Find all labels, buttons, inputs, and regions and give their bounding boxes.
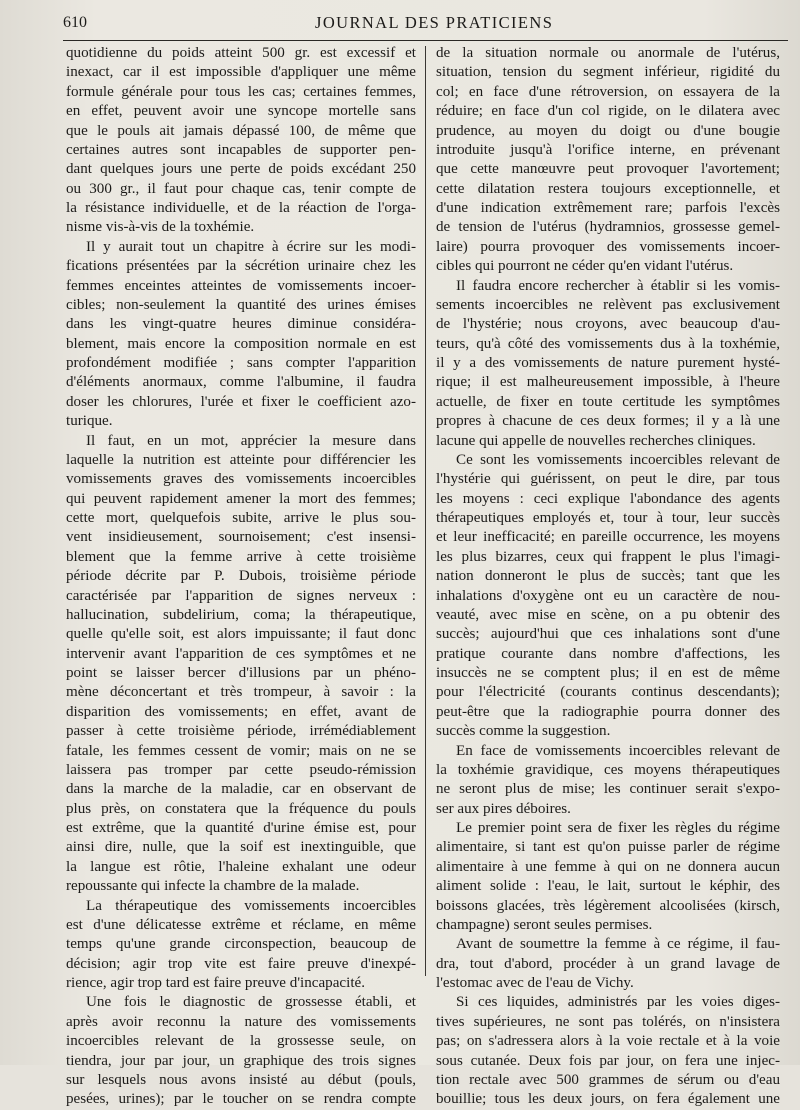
- text-line: tiendra, jour par jour, un graphique des trois signes: [66, 1052, 416, 1069]
- text-line: boissons glacées, très légèrement alcoolisées (kirsch,: [436, 897, 780, 914]
- text-line: après avoir reconnu la nature des vomissements: [66, 1013, 416, 1030]
- text-line: cette dilatation restera toujours exceptionnelle, et: [436, 180, 780, 197]
- text-line: Il faut, en un mot, apprécier la mesure dans: [86, 432, 416, 449]
- text-line: que le pouls ait jamais dépassé 100, de même que: [66, 122, 416, 139]
- text-line: aliment solide : l'eau, le lait, surtout le képhir, des: [436, 878, 780, 895]
- text-line: pratique courante dans nombre d'affections, les: [436, 645, 780, 662]
- text-line: tion rectale avec 500 grammes de sérum ou d'eau: [436, 1071, 780, 1088]
- text-line: ou 300 gr., il faut pour chaque cas, tenir compte de: [66, 180, 416, 197]
- right-column: [436, 44, 780, 1110]
- text-line: dant quelques jours une perte de poids excédant 250: [66, 161, 416, 178]
- text-line: les plus bizarres, ceux qui frappent le plus l'imagi-: [436, 548, 780, 565]
- text-line: succès; aujourd'hui que ces inhalations sont d'une: [436, 626, 780, 643]
- text-line: prudence, au moyen du doigt ou d'une bougie: [436, 122, 780, 139]
- text-line: en effet, peuvent avoir une syncope mortelle sans: [66, 103, 416, 120]
- text-line: ne seront plus de mise; les continuer serait s'expo-: [436, 781, 780, 798]
- text-line: La thérapeutique des vomissements incoercibles: [86, 897, 416, 914]
- text-line: point se laisser bercer d'illusions par un phéno-: [66, 665, 416, 681]
- text-line: nation donneront le plus de succès; tant que les: [436, 568, 780, 585]
- text-line: certaines autres sont incapables de supporter pen-: [66, 141, 416, 158]
- running-title: JOURNAL DES PRATICIENS: [315, 13, 554, 32]
- text-line: fications présentées par la sécrétion urinaire chez les: [66, 258, 416, 275]
- text-line: plus près, on constatera que la fréquence du pouls: [66, 800, 416, 817]
- text-line: Une fois le diagnostic de grossesse établi, et: [86, 994, 416, 1011]
- text-line: hallucination, subdelirium, coma; la thérapeutique,: [66, 606, 416, 623]
- text-line: les moyens : ceci explique l'abondance des agents: [436, 490, 780, 507]
- text-line: succès comme la suggestion.: [436, 723, 611, 740]
- text-line: sur lesquels nous avons insisté au début (pouls,: [66, 1071, 416, 1088]
- text-line: Avant de soumettre la femme à ce régime, il fau-: [456, 936, 780, 953]
- text-line: Ce sont les vomissements incoercibles relevant de: [456, 451, 780, 468]
- text-line: de l'hystérie; nous croyons, avec beaucoup d'au-: [436, 316, 780, 333]
- text-line: pesées, urines); par le toucher on se rendra compte: [66, 1091, 416, 1108]
- text-line: pas; on s'adressera alors à la voie rectale et à la voie: [436, 1033, 780, 1050]
- text-line: alimentaire, si tant est qu'on puisse parler de régime: [436, 839, 780, 856]
- text-line: l'estomac avec de l'eau de Vichy.: [436, 975, 634, 991]
- text-line: est extrême, que la quantité d'urine émise est, pour: [66, 820, 416, 836]
- text-line: turique.: [66, 413, 113, 430]
- text-line: quelle qu'elle soit, est alors impuissante; il faut donc: [66, 626, 416, 643]
- text-line: En face de vomissements incoercibles relevant de: [456, 742, 780, 759]
- text-line: Il y aurait tout un chapitre à écrire sur les modi-: [86, 238, 416, 255]
- text-line: inexact, car il est impossible d'appliquer une même: [66, 64, 416, 81]
- text-line: propres à chacune de ces deux formes; il y a là une: [436, 413, 780, 430]
- text-line: veauté, avec mise en scène, on a pu obtenir des: [436, 606, 780, 623]
- text-line: qui peuvent rapidement amener la mort des femmes;: [66, 490, 416, 507]
- text-line: disparition des vomissements; en effet, avant de: [66, 703, 416, 720]
- text-line: Le premier point sera de fixer les règles du régime: [456, 820, 780, 836]
- text-line: introduite jusqu'à l'orifice interne, en prévenant: [436, 141, 780, 158]
- text-line: décision; agir trop vite est faire preuve d'inexpé-: [66, 955, 416, 972]
- text-line: nisme vis-à-vis de la toxhémie.: [66, 219, 255, 236]
- text-line: blement que la femme arrive à cette troisième: [66, 548, 416, 565]
- text-line: cibles; non-seulement la quantité des urines émises: [66, 296, 416, 313]
- text-line: il y a des vomissements de nature purement hysté-: [436, 355, 780, 371]
- text-line: lacune qui appelle de nouvelles recherches cliniques.: [436, 432, 756, 449]
- text-line: d'une indication extrêmement rare; parfois l'excès: [436, 200, 780, 216]
- text-line: passer à cette troisième période, irrémédiablement: [66, 723, 416, 740]
- text-line: période décrite par P. Dubois, troisième période: [66, 568, 416, 585]
- text-line: dra, tout d'abord, procéder à un grand lavage de: [436, 955, 780, 972]
- text-line: cette mort, quelquefois subite, arrive le plus sou-: [66, 510, 416, 526]
- text-line: blement, mais encore la composition normale en est: [66, 335, 416, 352]
- page-header: [63, 12, 792, 36]
- text-line: intervenir avant l'apparition de ces symptômes et ne: [66, 645, 416, 662]
- text-line: que cette manœuvre peut provoquer l'avortement;: [436, 161, 780, 178]
- text-line: repoussante qui infecte la chambre de la malade.: [66, 878, 360, 895]
- text-line: vomissements graves des vomissements incoercibles: [66, 471, 416, 488]
- text-line: fatale, les femmes cessent de vomir; mais on ne se: [66, 742, 416, 759]
- text-line: formule générale pour tous les cas; certaines femmes,: [66, 83, 416, 100]
- text-line: la toxhémie gravidique, ces moyens thérapeutiques: [436, 761, 780, 778]
- text-line: femmes enceintes atteintes de vomissements incoer-: [66, 277, 416, 294]
- text-line: ser aux pires déboires.: [436, 800, 571, 817]
- text-line: incoercibles relevant de la grossesse seule, on: [66, 1033, 416, 1050]
- text-line: d'éléments anormaux, comme l'albumine, il faudra: [66, 374, 416, 391]
- text-line: laquelle la nutrition est atteinte pour différencier les: [66, 451, 416, 468]
- text-line: est d'une délicatesse extrême et réclame, en même: [66, 916, 416, 933]
- text-line: laissera pas tromper par cette pseudo-rémission: [66, 761, 416, 778]
- text-line: laire) pourra provoquer des vomissements incoer-: [436, 238, 780, 255]
- text-line: temps qu'une grande circonspection, beaucoup de: [66, 936, 416, 953]
- text-line: doser les chlorures, l'urée et fixer le coefficient azo-: [66, 393, 416, 410]
- text-line: et leur inefficacité; en pareille occurrence, les moyens: [436, 529, 780, 546]
- text-line: col; en face d'une rétroversion, on essayera de la: [436, 83, 780, 100]
- text-line: inhalations d'oxygène ont eu un caractère de nou-: [436, 587, 780, 604]
- text-line: peut-être que la radiographie pourra donner des: [436, 703, 780, 720]
- text-line: rience, agir trop tard est faire preuve d'incapacité.: [66, 975, 365, 991]
- text-line: Il faudra encore rechercher à établir si les vomis-: [456, 277, 780, 294]
- header-rule: [63, 40, 788, 41]
- text-line: sous cutanée. Deux fois par jour, on fera une injec-: [436, 1052, 780, 1069]
- text-line: thérapeutiques employés et, tour à tour, leur succès: [436, 510, 780, 526]
- text-line: sements incoercibles ne relèvent pas exclusivement: [436, 296, 780, 313]
- text-line: teurs, qu'à côté des vomissements dus à la toxhémie,: [436, 335, 780, 352]
- text-line: la résistance individuelle, et de la réaction de l'orga-: [66, 200, 416, 216]
- text-line: l'hystérie qui guérissent, on peut le dire, par tous: [436, 471, 780, 488]
- text-line: réduire; en face d'un col rigide, on le dilatera avec: [436, 103, 780, 120]
- text-line: champagne) seront seules permises.: [436, 916, 653, 933]
- text-line: dans la marche de la maladie, car en observant de: [66, 781, 416, 798]
- text-line: alimentaire à une femme à qui on ne donnera aucun: [436, 858, 780, 875]
- text-line: insuccès ne se comptent plus; il en est de même: [436, 665, 780, 681]
- left-column: [66, 44, 416, 1110]
- text-line: actuelle, de fixer en toute certitude les symptômes: [436, 393, 780, 410]
- text-line: la langue est rôtie, l'haleine exhalant une odeur: [66, 858, 416, 875]
- text-line: ainsi dire, nulle, que la soif est inextinguible, que: [66, 839, 416, 856]
- text-line: cibles qui pourront ne céder qu'en vidant l'utérus.: [436, 258, 734, 275]
- text-line: dans les vingt-quatre heures diminue considéra-: [66, 316, 416, 333]
- text-line: Si ces liquides, administrés par les voies diges-: [456, 994, 780, 1011]
- column-divider: [425, 46, 426, 976]
- text-line: situation, tension du segment inférieur, rigidité du: [436, 64, 780, 81]
- text-line: caractérisée par l'apparition de signes nerveux :: [66, 587, 416, 604]
- page-number: 610: [63, 14, 87, 31]
- text-line: profondément modifiée ; sans compter l'apparition: [66, 355, 416, 371]
- text-line: de la situation normale ou anormale de l'utérus,: [436, 45, 780, 61]
- text-line: rique; il est malheureusement impossible, à l'heure: [436, 374, 780, 391]
- text-line: bouillie; tous les deux jours, on fera également une: [436, 1091, 780, 1108]
- text-line: tives supérieures, ne sont pas tolérés, on n'insistera: [436, 1013, 780, 1030]
- text-line: pour l'électricité (courants continus descendants);: [436, 684, 780, 701]
- text-line: mène déconcertant et très trompeur, à savoir : la: [66, 684, 416, 701]
- text-line: quotidienne du poids atteint 500 gr. est excessif et: [66, 45, 416, 61]
- text-line: de tension de l'utérus (hydramnios, grossesse gemel-: [436, 219, 780, 236]
- text-line: vent insidieusement, sournoisement; c'est insensi-: [66, 529, 416, 546]
